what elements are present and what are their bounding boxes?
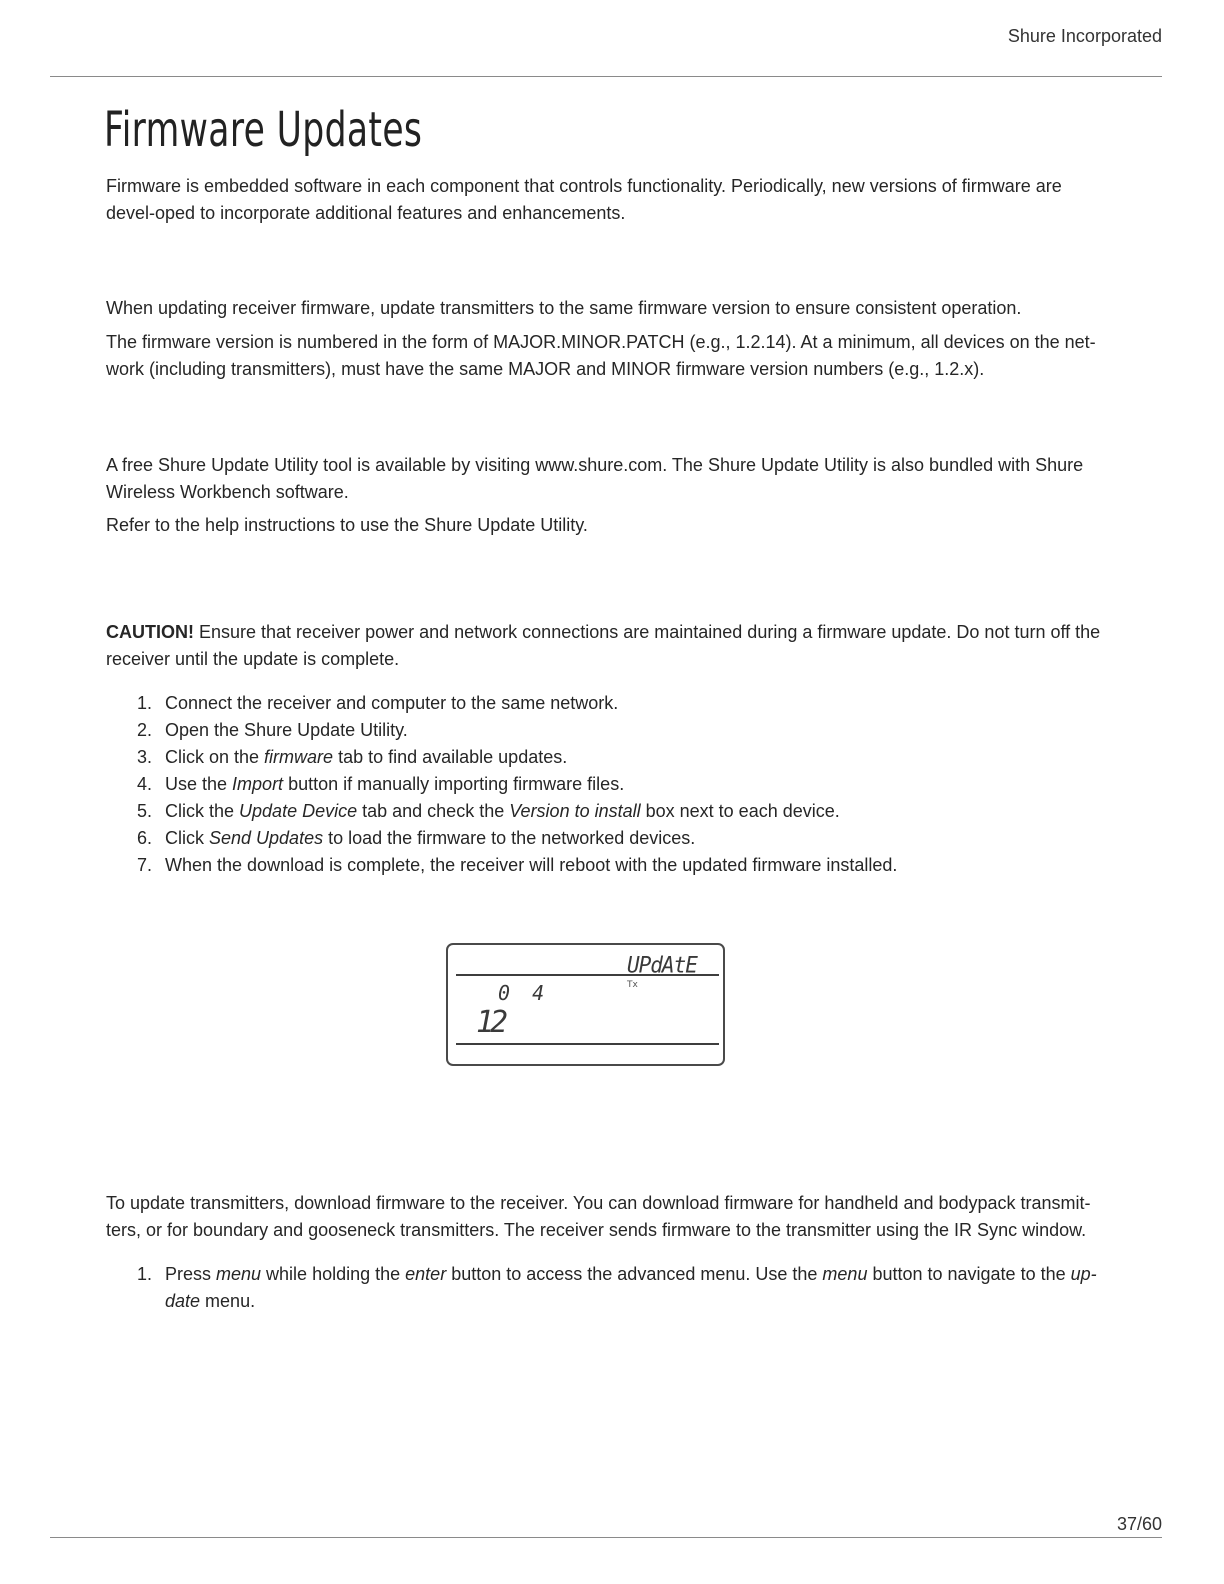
lcd-update-label: UPdAtE bbox=[627, 952, 697, 978]
step-number: 5. bbox=[137, 801, 153, 821]
caution-text: Ensure that receiver power and network connections are maintained during a firmware update. Do not turn off the receiver until the update is complete. bbox=[106, 622, 1101, 669]
step-number: 2. bbox=[137, 720, 153, 740]
list-item: 6. Click Send Updates to load the firmware to the networked devices. bbox=[106, 825, 1114, 852]
step-number: 1. bbox=[137, 693, 153, 713]
lcd-display-illustration bbox=[446, 943, 725, 1066]
step-number: 6. bbox=[137, 828, 153, 848]
lcd-bottom-divider bbox=[456, 1043, 719, 1045]
header-divider bbox=[50, 76, 1162, 77]
lcd-channel-readout: 0 4 bbox=[498, 981, 545, 1005]
update-steps-list bbox=[106, 690, 1114, 879]
version-numbering-paragraph: The firmware version is numbered in the form of MAJOR.MINOR.PATCH (e.g., 1.2.14). At a minimum, all devices on the net-work (including transmitters), must have the same MAJOR and MINOR firmware version numbers (e.g., 1.2.x). bbox=[106, 332, 1096, 379]
list-item: 4. Use the Import button if manually importing firmware files. bbox=[106, 771, 1114, 798]
lcd-group-readout: 12 bbox=[476, 1005, 505, 1040]
list-item: 5. Click the Update Device tab and check the Version to install box next to each device. bbox=[106, 798, 1114, 825]
caution-label: CAUTION! bbox=[106, 622, 194, 642]
list-item: 3. Click on the firmware tab to find available updates. bbox=[106, 744, 1114, 771]
transmitter-steps-list bbox=[106, 1261, 1114, 1315]
list-item: 2. Open the Shure Update Utility. bbox=[106, 717, 1114, 744]
company-name: Shure Incorporated bbox=[1007, 26, 1162, 46]
page-title: Firmware Updates bbox=[104, 102, 423, 158]
list-item: 1. Connect the receiver and computer to the same network. bbox=[106, 690, 1114, 717]
caution-paragraph bbox=[106, 619, 1114, 673]
intro-paragraph: Firmware is embedded software in each component that controls functionality. Periodically, new versions of firmware are devel-oped to incorporate additional features and enhancements. bbox=[106, 176, 1062, 223]
list-item: 7. When the download is complete, the receiver will reboot with the updated firmware installed. bbox=[106, 852, 1114, 879]
step-number: 3. bbox=[137, 747, 153, 767]
list-item: 1. Press menu while holding the enter button to access the advanced menu. Use the menu button to navigate to the up-date menu. bbox=[106, 1261, 1114, 1315]
transmitter-update-paragraph: To update transmitters, download firmware to the receiver. You can download firmware for handheld and bodypack transmit-ters, or for boundary and gooseneck transmitters. The receiver sends firmware to the transmitter using the IR Sync window. bbox=[106, 1193, 1091, 1240]
footer-divider bbox=[50, 1537, 1162, 1538]
page-number: 37/60 bbox=[1116, 1514, 1162, 1534]
version-consistency-paragraph: When updating receiver firmware, update transmitters to the same firmware version to ensure consistent operation. bbox=[106, 298, 1022, 318]
help-instructions-paragraph: Refer to the help instructions to use the Shure Update Utility. bbox=[106, 515, 588, 535]
lcd-tx-indicator: Tx bbox=[627, 980, 638, 990]
step-number: 4. bbox=[137, 774, 153, 794]
step-number: 1. bbox=[137, 1264, 153, 1284]
step-number: 7. bbox=[137, 855, 153, 875]
update-utility-paragraph: A free Shure Update Utility tool is available by visiting www.shure.com. The Shure Update Utility is also bundled with Shure Wireless Workbench software. bbox=[106, 455, 1084, 502]
